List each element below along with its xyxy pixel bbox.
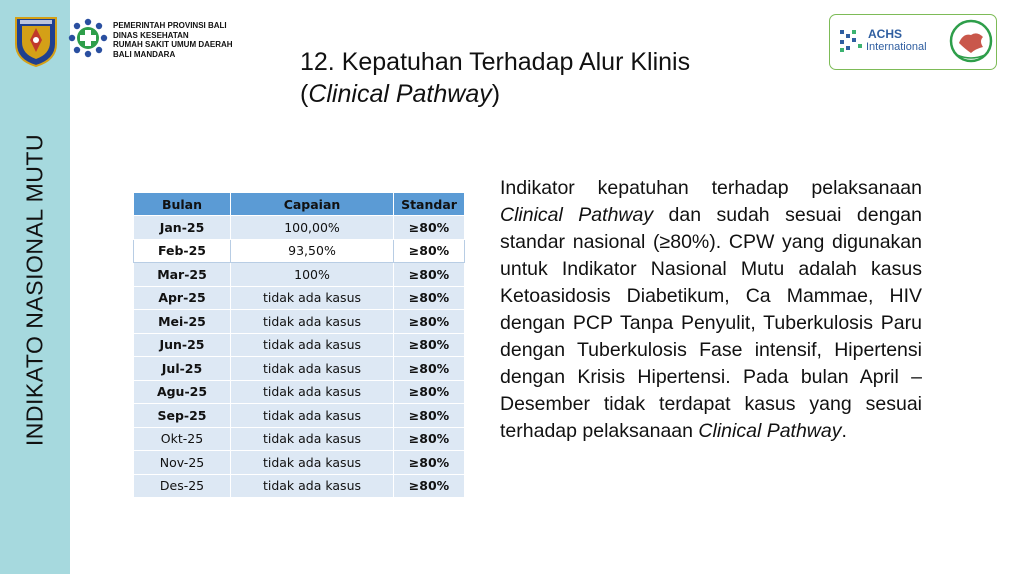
month-cell: Des-25 — [134, 474, 231, 498]
standard-cell: ≥80% — [394, 404, 465, 428]
month-cell: Nov-25 — [134, 451, 231, 475]
table-row — [134, 380, 465, 404]
title-line-1: 12. Kepatuhan Terhadap Alur Klinis — [300, 48, 691, 76]
value-cell: 100,00% — [231, 216, 394, 240]
standard-cell: ≥80% — [394, 310, 465, 334]
value-cell: 100% — [231, 263, 394, 287]
org-line: RUMAH SAKIT UMUM DAERAH — [113, 40, 233, 49]
sidebar-title: INDIKATO NASIONAL MUTU — [21, 133, 48, 447]
value-cell: tidak ada kasus — [231, 451, 394, 475]
para-text-3: . — [841, 420, 847, 442]
standard-cell: ≥80% — [394, 216, 465, 240]
org-line: PEMERINTAH PROVINSI BALI — [113, 21, 227, 30]
standard-cell: ≥80% — [394, 263, 465, 287]
accreditation-seal-icon — [949, 19, 993, 63]
table-row — [134, 404, 465, 428]
table-header-row — [134, 193, 465, 216]
table-row — [134, 427, 465, 451]
org-line: BALI MANDARA — [113, 49, 176, 59]
month-cell: Sep-25 — [134, 404, 231, 428]
health-department-logo-icon — [66, 16, 110, 60]
month-cell: Jul-25 — [134, 357, 231, 381]
compliance-table — [133, 192, 465, 498]
value-cell: tidak ada kasus — [231, 310, 394, 334]
standard-cell: ≥80% — [394, 239, 465, 263]
value-cell: tidak ada kasus — [231, 333, 394, 357]
accreditation-logos — [829, 14, 997, 70]
header-bulan: Bulan — [134, 193, 231, 216]
value-cell: tidak ada kasus — [231, 474, 394, 498]
table-row — [134, 286, 465, 310]
standard-cell: ≥80% — [394, 451, 465, 475]
value-cell: tidak ada kasus — [231, 427, 394, 451]
month-cell: Okt-25 — [134, 427, 231, 451]
standard-cell: ≥80% — [394, 333, 465, 357]
value-cell: 93,50% — [231, 239, 394, 263]
title-line-2 — [300, 78, 690, 110]
org-line: DINAS KESEHATAN — [113, 30, 189, 40]
standard-cell: ≥80% — [394, 427, 465, 451]
table-row — [134, 333, 465, 357]
table-row — [134, 474, 465, 498]
title-open-paren: ( — [300, 80, 309, 108]
month-cell: Feb-25 — [134, 239, 231, 263]
organization-name — [113, 21, 233, 59]
table-row — [134, 239, 465, 263]
month-cell: Jun-25 — [134, 333, 231, 357]
achs-logo-icon — [838, 28, 864, 54]
header-standar: Standar — [394, 193, 465, 216]
standard-cell: ≥80% — [394, 286, 465, 310]
table-row — [134, 310, 465, 334]
value-cell: tidak ada kasus — [231, 404, 394, 428]
value-cell: tidak ada kasus — [231, 357, 394, 381]
para-text-1: Indikator kepatuhan terhadap pelaksanaan — [500, 177, 922, 199]
description-paragraph — [500, 175, 922, 445]
standard-cell: ≥80% — [394, 474, 465, 498]
table-row — [134, 216, 465, 240]
para-text-2: dan sudah sesuai dengan standar nasional (≥80%). CPW yang digunakan untuk Indikator Nasional Mutu adalah kasus Ketoasidosis Diabetikum, Ca Mammae, HIV dengan PCP Tanpa Penyulit, Tuberkulosis Paru dengan Tuberkulosis Fase intensif, Hipertensi dengan Krisis Hipertensi. Pada bulan April – Desember tidak terdapat kasus yang sesuai terhadap pelaksanaan — [500, 204, 922, 442]
title-close-paren: ) — [491, 80, 501, 108]
achs-name: ACHS — [868, 27, 903, 41]
header-capaian: Capaian — [231, 193, 394, 216]
table-row — [134, 263, 465, 287]
title-italic: Clinical Pathway — [308, 80, 492, 108]
achs-subtitle: International — [866, 41, 927, 53]
month-cell: Jan-25 — [134, 216, 231, 240]
bali-province-emblem-icon — [12, 14, 60, 68]
month-cell: Mei-25 — [134, 310, 231, 334]
month-cell: Agu-25 — [134, 380, 231, 404]
month-cell: Apr-25 — [134, 286, 231, 310]
page-title — [300, 46, 690, 110]
standard-cell: ≥80% — [394, 380, 465, 404]
month-cell: Mar-25 — [134, 263, 231, 287]
table-row — [134, 357, 465, 381]
para-italic-1: Clinical Pathway — [500, 204, 654, 226]
value-cell: tidak ada kasus — [231, 286, 394, 310]
value-cell: tidak ada kasus — [231, 380, 394, 404]
table-row — [134, 451, 465, 475]
standard-cell: ≥80% — [394, 357, 465, 381]
para-italic-2: Clinical Pathway — [698, 420, 842, 442]
sidebar — [0, 0, 70, 574]
